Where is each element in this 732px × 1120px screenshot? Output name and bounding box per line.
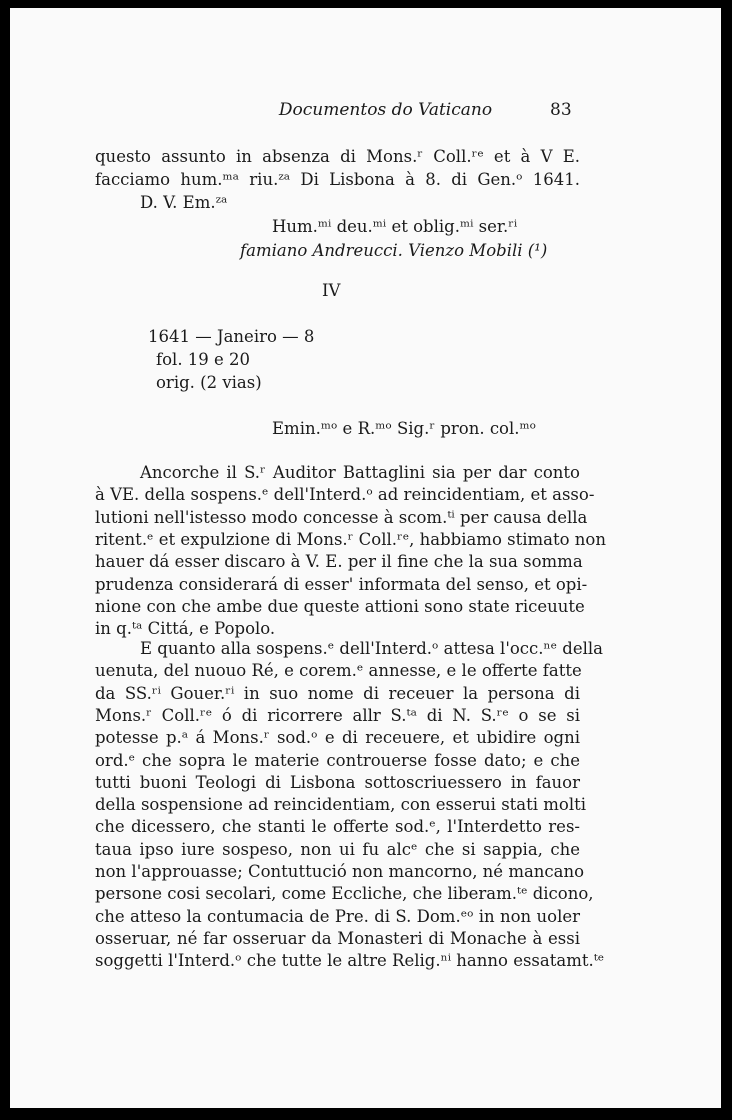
text-line: D. V. Em.ᶻᵃ — [140, 193, 228, 212]
text-line: della sospensione ad reincidentiam, con esserui stati molti — [95, 795, 587, 815]
original-note: orig. (2 vias) — [156, 373, 262, 392]
signatures: famiano Andreucci. Vienzo Mobili (¹) — [240, 241, 548, 260]
text-line: nione con che ambe due queste attioni sono state riceuute — [95, 596, 585, 616]
text-line: questo assunto in absenza di Mons.ʳ Coll.ʳᵉ et à V E. — [95, 147, 580, 166]
section-numeral: IV — [322, 281, 341, 300]
folio-reference: fol. 19 e 20 — [156, 350, 251, 369]
text-line: che atteso la contumacia de Pre. di S. Dom.ᵉᵒ in non uoler — [95, 906, 580, 926]
text-line: non l'approuasse; Contuttuciό non mancorno, né mancano — [95, 862, 585, 881]
text-line: Ancorche il S.ʳ Auditor Battaglini sia per dar conto — [140, 463, 580, 482]
salutation: Emin.ᵐᵒ e R.ᵐᵒ Sig.ʳ pron. col.ᵐᵒ — [272, 419, 536, 438]
running-header-title: Documentos do Vaticano — [278, 100, 493, 120]
text-line: ritent.ᵉ et expulzione di Mons.ʳ Coll.ʳᵉ, habbiamo stimato non — [95, 529, 606, 549]
text-line: tutti buoni Teologi di Lisbona sottoscriuessero in fauor — [95, 772, 580, 792]
text-line: ord.ᵉ che sopra le materie controuerse fosse dato; e che — [95, 750, 580, 770]
text-line: da SS.ʳⁱ Gouer.ʳⁱ in suo nome di receuer la persona di — [95, 683, 580, 703]
document-date: 1641 — Janeiro — 8 — [148, 327, 315, 346]
text-line: persone cosi secolari, come Eccliche, che liberam.ᵗᵉ dicono, — [95, 884, 594, 904]
text-line: osseruar, né far osseruar da Monasteri di Monache à essi — [95, 928, 580, 948]
text-line: uenuta, del nuouo Ré, e corem.ᵉ annesse, e le offerte fatte — [95, 661, 582, 681]
text-line: soggetti l'Interd.ᵒ che tutte le altre Relig.ⁿⁱ hanno essatamt.ᵗᵉ — [95, 951, 605, 971]
text-line: in q.ᵗᵃ Cittá, e Popolo. — [95, 619, 276, 639]
text-line: hauer dá esser discaro à V. E. per il fine che la sua somma — [95, 552, 583, 572]
page-number: 83 — [550, 100, 572, 120]
text-line: à VE. della sospens.ᵉ dell'Interd.ᵒ ad reincidentiam, et asso- — [95, 485, 595, 505]
closing-line: Hum.ᵐⁱ deu.ᵐⁱ et oblig.ᵐⁱ ser.ʳⁱ — [272, 217, 518, 236]
text-line: E quanto alla sospens.ᵉ dell'Interd.ᵒ attesa l'occ.ⁿᵉ della — [140, 639, 604, 658]
text-line: che dicessero, che stanti le offerte sod.ᵉ, l'Interdetto res- — [95, 817, 580, 837]
text-line: potesse p.ᵃ á Mons.ʳ sod.ᵒ e di receuere, et ubidire ogni — [95, 728, 580, 748]
text-line: Mons.ʳ Coll.ʳᵉ ó di ricorrere allr S.ᵗᵃ di N. S.ʳᵉ o se si — [95, 705, 580, 725]
document-page — [10, 8, 721, 1108]
text-line: taua ipso iure sospeso, non ui fu alcᵉ che si sappia, che — [95, 839, 580, 859]
text-line: lutioni nell'istesso modo concesse à scom.ᵗⁱ per causa della — [95, 507, 588, 527]
text-line: facciamo hum.ᵐᵃ riu.ᶻᵃ Di Lisbona à 8. di Gen.ᵒ 1641. — [95, 170, 580, 189]
text-line: prudenza considerará di esser' informata del senso, et opi- — [95, 574, 588, 594]
